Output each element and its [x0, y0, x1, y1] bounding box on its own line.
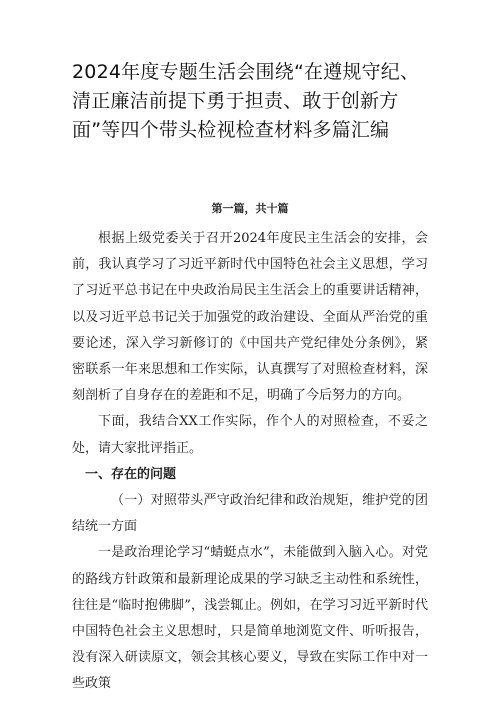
- intro-paragraph-2: 下面，我结合XX工作实际，作个人的对照检查，不妥之处，请大家批评指正。: [72, 414, 428, 456]
- body-paragraph: 一是政治理论学习“蜻蜓点水”，未能做到入脑入心。对党的路线方针政策和最新理论成果的学习缺乏主动性和系统性，往往是“临时抱佛脚”，浅尝辄止。例如，在学习习近平新时代中国特色社会主义思想时，只是简单地浏览文件、听听报告，没有深入研读原文，领会其核心要义，导致在实际工作中对一些政策: [72, 545, 428, 692]
- document-subtitle: 第一篇，共十篇: [211, 202, 289, 215]
- document-title: 2024年度专题生活会围绕“在遵规守纪、清正廉洁前提下勇于担责、敢于创新方面”等四个带头检视检查材料多篇汇编: [72, 61, 420, 141]
- intro-paragraph: 根据上级党委关于召开2024年度民主生活会的安排，会前，我认真学习了习近平新时代中国特色社会主义思想，学习了习近平总书记在中央政治局民主生活会上的重要讲话精神，以及习近平总书记关于加强党的政治建设、全面从严治党的重要论述，深入学习新修订的《中国共产党纪律处分条例》，紧密联系一年来思想和工作实际，认真撰写了对照检查材料，深刻剖析了自身存在的差距和不足，明确了今后努力的方向。: [72, 231, 428, 404]
- subsection-heading: （一）对照带头严守政治纪律和政治规矩，维护党的团结统一方面: [72, 493, 428, 535]
- section-heading: 一、存在的问题: [85, 466, 177, 482]
